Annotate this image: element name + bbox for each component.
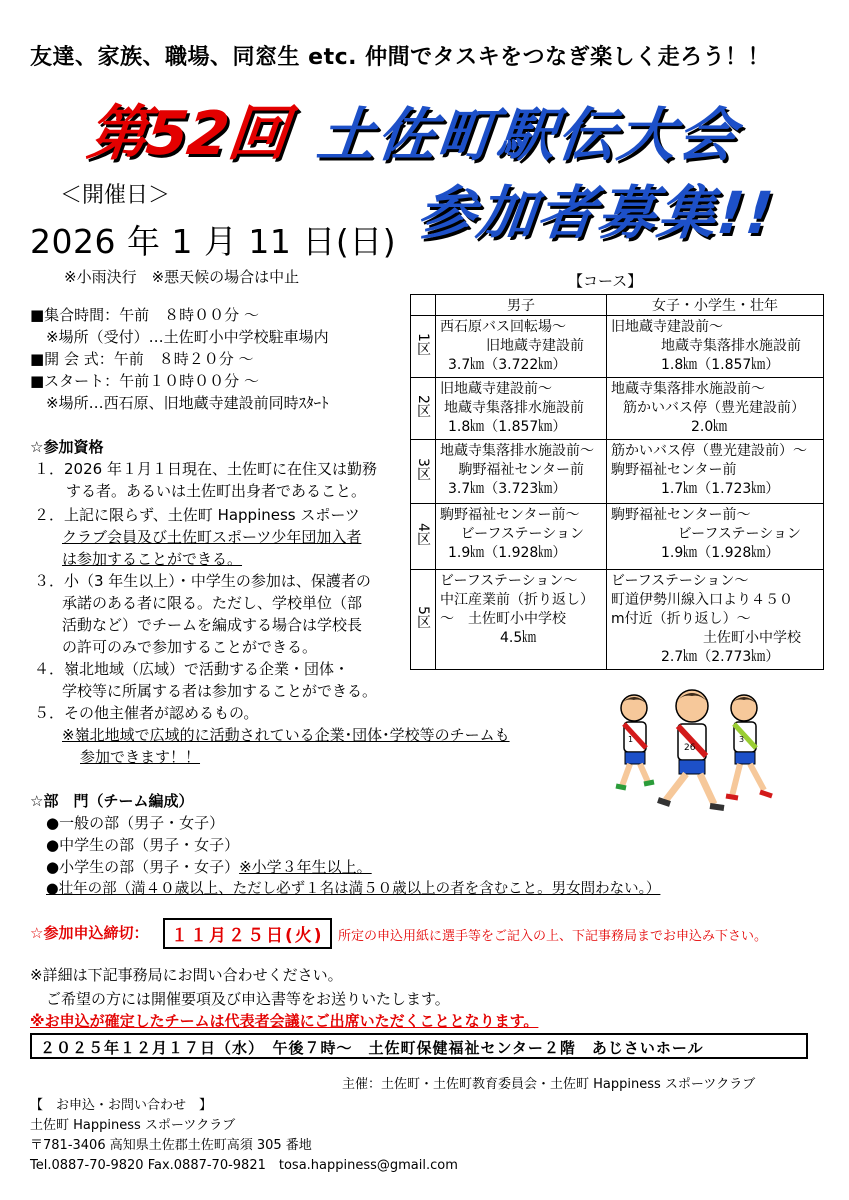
deadline-label: ☆参加申込締切： [30, 924, 149, 942]
schedule-start: ■スタート：午前１０時００分 ～ [30, 372, 259, 390]
eligibility-item: クラブ会員及び土佐町スポーツ少年団加入者 [62, 528, 362, 546]
deadline-date: １１月２５日(火) [163, 918, 332, 949]
male-course-cell: 旧地蔵寺建設前～ 地蔵寺集落排水施設前 1.8㎞（1.857㎞） [436, 378, 607, 440]
division-item-note: ※小学３年生以上。 [239, 858, 372, 876]
meeting-info: ２０２５年１２月１７日（水） 午後７時～ 土佐町保健福祉センター２階 あじさいホール [30, 1033, 808, 1059]
eligibility-item: 活動など）でチームを編成する場合は学校長 [62, 616, 363, 634]
title-event: 土佐町駅伝大会 [313, 101, 742, 169]
section-number: 1区 [411, 316, 436, 378]
eligibility-item: ３．小（3 年生以上）・中学生の参加は、保護者の [34, 572, 371, 590]
eligibility-item: する者。あるいは土佐町出身者であること。 [66, 482, 367, 500]
table-header-female: 女子・小学生・壮年 [607, 295, 824, 316]
schedule-start-place: ※場所…西石原、旧地蔵寺建設前同時ｽﾀｰﾄ [46, 394, 329, 412]
schedule-opening: ■開 会 式：午前 ８時２０分 ～ [30, 350, 254, 368]
division-item-label: ●小学生の部（男子・女子） [46, 858, 240, 876]
female-course-cell: 地蔵寺集落排水施設前～ 筋かいバス停（豊光建設前） 2.0㎞ [607, 378, 824, 440]
section-number: 2区 [411, 378, 436, 440]
female-course-cell: 駒野福祉センター前～ ビーフステーション 1.9㎞（1.928㎞） [607, 504, 824, 570]
eligibility-item: １．2026 年１月１日現在、土佐町に在住又は勤務 [34, 460, 377, 478]
table-header-male: 男子 [436, 295, 607, 316]
eligibility-item: の許可のみで参加することができる。 [62, 638, 318, 656]
runner-left [616, 695, 654, 788]
table-row [411, 378, 824, 440]
male-course-cell: 駒野福祉センター前～ ビーフステーション 1.9㎞（1.928㎞） [436, 504, 607, 570]
details-line: ご希望の方には開催要項及び申込書等をお送りいたします。 [46, 990, 450, 1008]
male-course-cell: 地蔵寺集落排水施設前～ 駒野福祉センター前 3.7㎞（3.723㎞） [436, 440, 607, 504]
division-item [46, 856, 372, 878]
details-warning: ※お申込が確定したチームは代表者会議にご出席いただくこととなります。 [30, 1012, 539, 1030]
eligibility-item: ４．嶺北地域（広域）で活動する企業・団体・ [34, 660, 350, 678]
eligibility-note: 参加できます！！ [80, 748, 201, 766]
course-label: 【コース】 [568, 272, 643, 290]
runner-number: 26 [684, 743, 696, 753]
event-date: 2026 年 1 月 11 日(日) [30, 222, 397, 261]
runner-number: 3 [739, 735, 745, 744]
eligibility-item: ２．上記に限らず、土佐町 Happiness スポーツ [34, 506, 360, 524]
contact-title: 【 お申込・お問い合わせ 】 [30, 1098, 213, 1113]
male-course-cell: ビーフステーション～ 中江産業前（折り返し） ～ 土佐町小中学校 4.5㎞ [436, 570, 607, 670]
runners-illustration [604, 684, 784, 824]
table-row [411, 570, 824, 670]
contact-org: 土佐町 Happiness スポーツクラブ [30, 1118, 236, 1133]
male-course-cell: 西石原バス回転場～ 旧地蔵寺建設前 3.7㎞（3.722㎞） [436, 316, 607, 378]
division-item: ●中学生の部（男子・女子） [46, 836, 240, 854]
divisions-title: ☆部 門（チーム編成） [30, 792, 194, 810]
female-course-cell: 筋かいバス停（豊光建設前）～ 駒野福祉センター前 1.7㎞（1.723㎞） [607, 440, 824, 504]
date-label: ＜開催日＞ [60, 183, 171, 208]
schedule-gather: ■集合時間：午前 ８時００分 ～ [30, 306, 259, 324]
table-row [411, 440, 824, 504]
runner-right [726, 695, 772, 798]
runner-number: 1 [628, 735, 634, 744]
weather-note: ※小雨決行 ※悪天候の場合は中止 [64, 268, 300, 286]
contact-address: 〒781-3406 高知県土佐郡土佐町高須 305 番地 [30, 1138, 312, 1153]
eligibility-title: ☆参加資格 [30, 438, 104, 456]
female-course-cell: 旧地蔵寺建設前～ 地蔵寺集落排水施設前 1.8㎞（1.857㎞） [607, 316, 824, 378]
course-table [410, 294, 824, 670]
division-item: ●一般の部（男子・女子） [46, 814, 225, 832]
details-line: ※詳細は下記事務局にお問い合わせください。 [30, 966, 343, 984]
tagline: 友達、家族、職場、同窓生 etc. 仲間でタスキをつなぎ楽しく走ろう！！ [30, 45, 771, 70]
eligibility-item: ５．その他主催者が認めるもの。 [34, 704, 259, 722]
eligibility-item: 学校等に所属する者は参加することができる。 [62, 682, 378, 700]
deadline-note: 所定の申込用紙に選手等をご記入の上、下記事務局までお申込み下さい。 [338, 929, 768, 944]
division-item: ●壮年の部（満４０歳以上、ただし必ず１名は満５０歳以上の者を含むこと。男女問わない。） [46, 881, 661, 897]
sponsor: 主催：土佐町・土佐町教育委員会・土佐町 Happiness スポーツクラブ [342, 1077, 756, 1092]
runner-center [658, 690, 724, 808]
female-course-cell: ビーフステーション～ 町道伊勢川線入口より４５０ m付近（折り返し）～ 土佐町小中学校 2.7㎞（2.773㎞） [607, 570, 824, 670]
table-row [411, 316, 824, 378]
title-recruit: 参加者募集!! [413, 179, 778, 247]
schedule-place: ※場所（受付）…土佐町小中学校駐車場内 [46, 328, 329, 346]
eligibility-note: ※嶺北地域で広域的に活動されている企業･団体･学校等のチームも [62, 726, 510, 744]
eligibility-item: 承諾のある者に限る。ただし、学校単位（部 [62, 594, 363, 612]
section-number: 3区 [411, 440, 436, 504]
table-corner [411, 295, 436, 316]
section-number: 4区 [411, 504, 436, 570]
section-number: 5区 [411, 570, 436, 670]
eligibility-item: は参加することができる。 [62, 550, 243, 568]
contact-tel: Tel.0887-70-9820 Fax.0887-70-9821 tosa.happiness@gmail.com [30, 1158, 458, 1173]
table-row [411, 504, 824, 570]
title-edition: 第52回 [83, 99, 291, 169]
